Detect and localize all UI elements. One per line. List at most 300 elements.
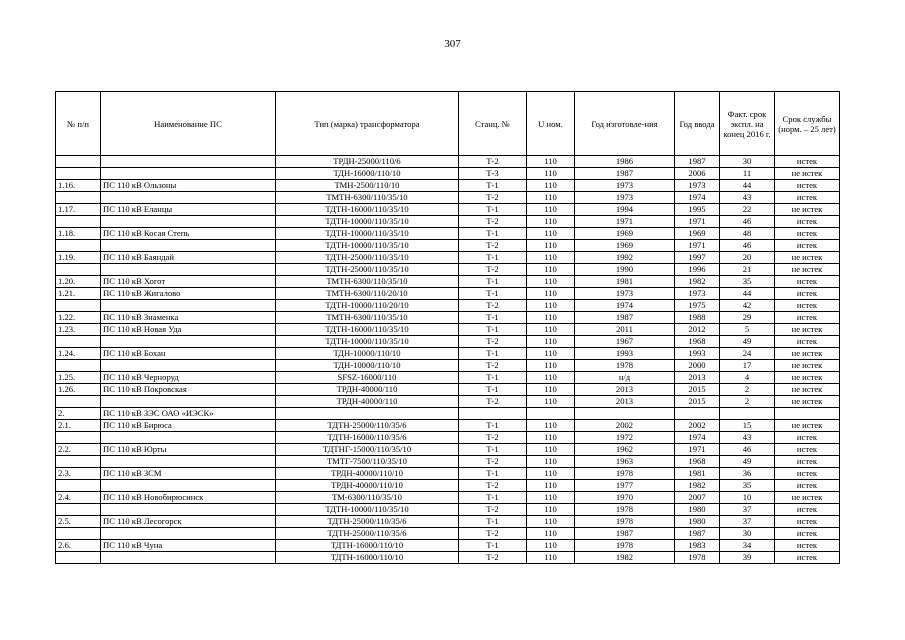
row-number-cell <box>56 240 101 252</box>
commission-year-cell: 2002 <box>675 420 720 432</box>
service-status-cell: не истек <box>775 420 840 432</box>
voltage-cell: 110 <box>527 516 575 528</box>
row-number-cell <box>56 432 101 444</box>
station-number-cell: Т-2 <box>459 396 527 408</box>
manufacture-year-cell: 2002 <box>575 420 675 432</box>
service-status-cell: не истек <box>775 348 840 360</box>
service-status-cell: истек <box>775 504 840 516</box>
station-number-cell: Т-1 <box>459 228 527 240</box>
table-row <box>56 420 840 432</box>
table-row <box>56 252 840 264</box>
table-row <box>56 192 840 204</box>
substation-name-cell <box>101 528 276 540</box>
voltage-cell: 110 <box>527 288 575 300</box>
voltage-cell: 110 <box>527 252 575 264</box>
station-number-cell: Т-1 <box>459 444 527 456</box>
row-number-cell: 1.22. <box>56 312 101 324</box>
substation-name-cell: ПС 110 кВ Новобирюсинск <box>101 492 276 504</box>
voltage-cell: 110 <box>527 384 575 396</box>
service-status-cell <box>775 408 840 420</box>
voltage-cell <box>527 408 575 420</box>
transformer-type-cell: ТДТН-10000/110/20/10 <box>276 300 459 312</box>
table-row <box>56 408 840 420</box>
header-cell: U ном. <box>527 92 575 156</box>
substation-name-cell: ПС 110 кВ Косая Степь <box>101 228 276 240</box>
transformer-type-cell: ТДТН-10000/110/35/10 <box>276 504 459 516</box>
transformer-table <box>55 91 840 564</box>
table-row <box>56 372 840 384</box>
transformer-type-cell: ТДТН-16000/110/35/6 <box>276 432 459 444</box>
substation-name-cell: ПС 110 кВ Юрты <box>101 444 276 456</box>
transformer-type-cell: ТДТН-10000/110/35/10 <box>276 336 459 348</box>
voltage-cell: 110 <box>527 168 575 180</box>
service-status-cell: истек <box>775 180 840 192</box>
table-row <box>56 324 840 336</box>
manufacture-year-cell: 1993 <box>575 348 675 360</box>
transformer-type-cell: ТДТН-25000/110/35/6 <box>276 420 459 432</box>
service-status-cell: не истек <box>775 492 840 504</box>
commission-year-cell: 2007 <box>675 492 720 504</box>
manufacture-year-cell: 1986 <box>575 156 675 168</box>
manufacture-year-cell: 1969 <box>575 228 675 240</box>
header-cell: Год изготовле-ния <box>575 92 675 156</box>
substation-name-cell <box>101 192 276 204</box>
service-years-cell: 30 <box>720 528 775 540</box>
manufacture-year-cell: 1963 <box>575 456 675 468</box>
substation-name-cell: ПС 110 кВ Новая Уда <box>101 324 276 336</box>
manufacture-year-cell: 1972 <box>575 432 675 444</box>
manufacture-year-cell: 1973 <box>575 288 675 300</box>
voltage-cell: 110 <box>527 468 575 480</box>
transformer-type-cell: ТДН-16000/110/10 <box>276 168 459 180</box>
manufacture-year-cell: 1978 <box>575 468 675 480</box>
row-number-cell: 2.1. <box>56 420 101 432</box>
transformer-type-cell: ТДТН-16000/110/10 <box>276 552 459 564</box>
voltage-cell: 110 <box>527 372 575 384</box>
service-years-cell: 35 <box>720 480 775 492</box>
voltage-cell: 110 <box>527 276 575 288</box>
commission-year-cell: 1997 <box>675 252 720 264</box>
row-number-cell <box>56 300 101 312</box>
table-body <box>56 156 840 564</box>
manufacture-year-cell: 2013 <box>575 396 675 408</box>
row-number-cell: 2.4. <box>56 492 101 504</box>
service-years-cell <box>720 408 775 420</box>
transformer-type-cell: ТРДН-40000/110/10 <box>276 468 459 480</box>
service-status-cell: не истек <box>775 384 840 396</box>
station-number-cell: Т-1 <box>459 540 527 552</box>
station-number-cell: Т-2 <box>459 504 527 516</box>
substation-name-cell <box>101 456 276 468</box>
transformer-type-cell: ТМТН-6300/110/35/10 <box>276 192 459 204</box>
row-number-cell <box>56 216 101 228</box>
voltage-cell: 110 <box>527 396 575 408</box>
service-status-cell: истек <box>775 468 840 480</box>
header-cell: Наименование ПС <box>101 92 276 156</box>
header-cell: № п/п <box>56 92 101 156</box>
voltage-cell: 110 <box>527 156 575 168</box>
service-years-cell: 30 <box>720 156 775 168</box>
manufacture-year-cell: 1982 <box>575 552 675 564</box>
service-status-cell: не истек <box>775 396 840 408</box>
voltage-cell: 110 <box>527 540 575 552</box>
manufacture-year-cell: 1978 <box>575 504 675 516</box>
service-years-cell: 37 <box>720 504 775 516</box>
substation-name-cell: ПС 110 кВ Чуна <box>101 540 276 552</box>
service-years-cell: 29 <box>720 312 775 324</box>
transformer-type-cell: ТДН-10000/110/10 <box>276 348 459 360</box>
service-status-cell: истек <box>775 216 840 228</box>
commission-year-cell: 2000 <box>675 360 720 372</box>
commission-year-cell: 1988 <box>675 312 720 324</box>
station-number-cell: Т-2 <box>459 528 527 540</box>
commission-year-cell: 1982 <box>675 480 720 492</box>
commission-year-cell: 1974 <box>675 192 720 204</box>
service-years-cell: 20 <box>720 252 775 264</box>
service-status-cell: истек <box>775 432 840 444</box>
service-years-cell: 43 <box>720 432 775 444</box>
substation-name-cell: ПС 110 кВ Бирюса <box>101 420 276 432</box>
row-number-cell: 1.25. <box>56 372 101 384</box>
service-years-cell: 39 <box>720 552 775 564</box>
transformer-type-cell: ТМН-2500/110/10 <box>276 180 459 192</box>
commission-year-cell: 1971 <box>675 216 720 228</box>
table-row <box>56 312 840 324</box>
commission-year-cell: 2006 <box>675 168 720 180</box>
station-number-cell: Т-2 <box>459 156 527 168</box>
table-row <box>56 396 840 408</box>
substation-name-cell: ПС 110 кВ ЗСМ <box>101 468 276 480</box>
table-row <box>56 276 840 288</box>
station-number-cell: Т-1 <box>459 288 527 300</box>
row-number-cell <box>56 396 101 408</box>
station-number-cell: Т-1 <box>459 372 527 384</box>
service-years-cell: 22 <box>720 204 775 216</box>
service-years-cell: 35 <box>720 276 775 288</box>
transformer-type-cell: ТМТН-6300/110/35/10 <box>276 312 459 324</box>
manufacture-year-cell: 2011 <box>575 324 675 336</box>
commission-year-cell: 1971 <box>675 240 720 252</box>
service-status-cell: истек <box>775 300 840 312</box>
transformer-type-cell: ТДТН-25000/110/35/10 <box>276 252 459 264</box>
service-years-cell: 42 <box>720 300 775 312</box>
manufacture-year-cell: 1971 <box>575 216 675 228</box>
manufacture-year-cell: 1994 <box>575 204 675 216</box>
table-row <box>56 468 840 480</box>
header-cell: Станц. № <box>459 92 527 156</box>
transformer-type-cell: ТМТН-6300/110/35/10 <box>276 276 459 288</box>
service-status-cell: не истек <box>775 252 840 264</box>
manufacture-year-cell: 1981 <box>575 276 675 288</box>
table-row <box>56 384 840 396</box>
substation-name-cell: ПС 110 кВ Жигалово <box>101 288 276 300</box>
station-number-cell: Т-1 <box>459 492 527 504</box>
station-number-cell <box>459 408 527 420</box>
row-number-cell: 1.24. <box>56 348 101 360</box>
voltage-cell: 110 <box>527 480 575 492</box>
transformer-type-cell: ТРДН-40000/110 <box>276 384 459 396</box>
service-years-cell: 34 <box>720 540 775 552</box>
service-status-cell: истек <box>775 516 840 528</box>
header-cell: Год ввода <box>675 92 720 156</box>
service-status-cell: не истек <box>775 264 840 276</box>
voltage-cell: 110 <box>527 312 575 324</box>
voltage-cell: 110 <box>527 324 575 336</box>
commission-year-cell: 1974 <box>675 432 720 444</box>
service-years-cell: 2 <box>720 396 775 408</box>
row-number-cell: 1.18. <box>56 228 101 240</box>
manufacture-year-cell: 1978 <box>575 540 675 552</box>
table-row <box>56 348 840 360</box>
station-number-cell: Т-2 <box>459 192 527 204</box>
transformer-type-cell: ТДТН-10000/110/35/10 <box>276 216 459 228</box>
table-row <box>56 180 840 192</box>
voltage-cell: 110 <box>527 240 575 252</box>
service-years-cell: 4 <box>720 372 775 384</box>
commission-year-cell: 2015 <box>675 384 720 396</box>
header-row <box>56 92 840 156</box>
substation-name-cell <box>101 552 276 564</box>
transformer-type-cell: ТДТН-10000/110/35/10 <box>276 228 459 240</box>
service-years-cell: 21 <box>720 264 775 276</box>
substation-name-cell <box>101 336 276 348</box>
header-cell: Факт. срок экспл. на конец 2016 г. <box>720 92 775 156</box>
row-number-cell <box>56 360 101 372</box>
service-status-cell: истек <box>775 228 840 240</box>
station-number-cell: Т-2 <box>459 240 527 252</box>
substation-name-cell: ПС 110 кВ Баяндай <box>101 252 276 264</box>
manufacture-year-cell: 1990 <box>575 264 675 276</box>
table-row <box>56 432 840 444</box>
transformer-type-cell: ТДТН-25000/110/35/6 <box>276 516 459 528</box>
service-years-cell: 46 <box>720 444 775 456</box>
manufacture-year-cell: 1970 <box>575 492 675 504</box>
table-row <box>56 480 840 492</box>
manufacture-year-cell: 1977 <box>575 480 675 492</box>
service-status-cell: истек <box>775 528 840 540</box>
row-number-cell: 1.19. <box>56 252 101 264</box>
row-number-cell: 1.17. <box>56 204 101 216</box>
table-row <box>56 456 840 468</box>
header-cell: Тип (марка) трансформатора <box>276 92 459 156</box>
transformer-type-cell: ТДТН-25000/110/35/6 <box>276 528 459 540</box>
station-number-cell: Т-1 <box>459 180 527 192</box>
header-cell: Срок службы (норм. – 25 лет) <box>775 92 840 156</box>
voltage-cell: 110 <box>527 444 575 456</box>
table-row <box>56 516 840 528</box>
table-row <box>56 300 840 312</box>
row-number-cell: 2.2. <box>56 444 101 456</box>
voltage-cell: 110 <box>527 192 575 204</box>
substation-name-cell: ПС 110 кВ Покровская <box>101 384 276 396</box>
voltage-cell: 110 <box>527 180 575 192</box>
service-years-cell: 43 <box>720 192 775 204</box>
row-number-cell: 2.6. <box>56 540 101 552</box>
station-number-cell: Т-2 <box>459 432 527 444</box>
transformer-type-cell <box>276 408 459 420</box>
service-years-cell: 44 <box>720 288 775 300</box>
row-number-cell <box>56 156 101 168</box>
transformer-type-cell: ТРДН-25000/110/6 <box>276 156 459 168</box>
service-status-cell: истек <box>775 240 840 252</box>
substation-name-cell <box>101 300 276 312</box>
voltage-cell: 110 <box>527 300 575 312</box>
table-row <box>56 336 840 348</box>
station-number-cell: Т-2 <box>459 360 527 372</box>
transformer-type-cell: ТДТН-16000/110/35/10 <box>276 204 459 216</box>
table-row <box>56 444 840 456</box>
table-row <box>56 228 840 240</box>
voltage-cell: 110 <box>527 420 575 432</box>
commission-year-cell: 1983 <box>675 540 720 552</box>
transformer-type-cell: SFSZ-16000/110 <box>276 372 459 384</box>
row-number-cell <box>56 336 101 348</box>
transformer-type-cell: ТМТН-6300/110/20/10 <box>276 288 459 300</box>
row-number-cell <box>56 168 101 180</box>
substation-name-cell: ПС 110 кВ Еланцы <box>101 204 276 216</box>
voltage-cell: 110 <box>527 432 575 444</box>
commission-year-cell: 2015 <box>675 396 720 408</box>
service-status-cell: истек <box>775 288 840 300</box>
service-status-cell: истек <box>775 540 840 552</box>
manufacture-year-cell: 1978 <box>575 516 675 528</box>
table-row <box>56 204 840 216</box>
station-number-cell: Т-1 <box>459 324 527 336</box>
row-number-cell <box>56 264 101 276</box>
service-status-cell: истек <box>775 156 840 168</box>
voltage-cell: 110 <box>527 528 575 540</box>
transformer-type-cell: ТРДН-40000/110/10 <box>276 480 459 492</box>
station-number-cell: Т-1 <box>459 516 527 528</box>
voltage-cell: 110 <box>527 204 575 216</box>
service-years-cell: 37 <box>720 516 775 528</box>
substation-name-cell: ПС 110 кВ Бохан <box>101 348 276 360</box>
row-number-cell <box>56 528 101 540</box>
station-number-cell: Т-2 <box>459 480 527 492</box>
manufacture-year-cell: 1973 <box>575 192 675 204</box>
commission-year-cell: 1969 <box>675 228 720 240</box>
service-status-cell: истек <box>775 552 840 564</box>
station-number-cell: Т-1 <box>459 252 527 264</box>
service-status-cell: не истек <box>775 168 840 180</box>
transformer-type-cell: ТРДН-40000/110 <box>276 396 459 408</box>
station-number-cell: Т-1 <box>459 312 527 324</box>
commission-year-cell: 1995 <box>675 204 720 216</box>
table-row <box>56 504 840 516</box>
manufacture-year-cell: 1967 <box>575 336 675 348</box>
service-status-cell: истек <box>775 444 840 456</box>
voltage-cell: 110 <box>527 492 575 504</box>
row-number-cell <box>56 504 101 516</box>
table-row <box>56 528 840 540</box>
row-number-cell <box>56 552 101 564</box>
substation-name-cell: ПС 110 кВ Лесогорск <box>101 516 276 528</box>
table-row <box>56 168 840 180</box>
commission-year-cell: 2013 <box>675 372 720 384</box>
commission-year-cell: 1993 <box>675 348 720 360</box>
row-number-cell: 1.16. <box>56 180 101 192</box>
table-row <box>56 156 840 168</box>
transformer-type-cell: ТМТГ-7500/110/35/10 <box>276 456 459 468</box>
transformer-type-cell: ТДТНГ-15000/110/35/10 <box>276 444 459 456</box>
substation-name-cell <box>101 168 276 180</box>
voltage-cell: 110 <box>527 264 575 276</box>
commission-year-cell: 1981 <box>675 468 720 480</box>
service-years-cell: 15 <box>720 420 775 432</box>
manufacture-year-cell: 1974 <box>575 300 675 312</box>
commission-year-cell: 1980 <box>675 504 720 516</box>
commission-year-cell <box>675 408 720 420</box>
commission-year-cell: 1987 <box>675 156 720 168</box>
service-status-cell: истек <box>775 480 840 492</box>
service-years-cell: 17 <box>720 360 775 372</box>
row-number-cell <box>56 480 101 492</box>
row-number-cell: 2. <box>56 408 101 420</box>
service-status-cell: истек <box>775 192 840 204</box>
row-number-cell: 2.3. <box>56 468 101 480</box>
service-years-cell: 44 <box>720 180 775 192</box>
transformer-type-cell: ТДТН-16000/110/35/10 <box>276 324 459 336</box>
substation-name-cell: ПС 110 кВ Знаменка <box>101 312 276 324</box>
substation-name-cell <box>101 432 276 444</box>
substation-name-cell <box>101 156 276 168</box>
substation-name-cell <box>101 396 276 408</box>
service-status-cell: истек <box>775 276 840 288</box>
service-years-cell: 49 <box>720 456 775 468</box>
transformer-type-cell: ТДТН-25000/110/35/10 <box>276 264 459 276</box>
transformer-type-cell: ТДН-10000/110/10 <box>276 360 459 372</box>
voltage-cell: 110 <box>527 228 575 240</box>
substation-name-cell: ПС 110 кВ Хогот <box>101 276 276 288</box>
manufacture-year-cell: 1962 <box>575 444 675 456</box>
voltage-cell: 110 <box>527 552 575 564</box>
row-number-cell: 2.5. <box>56 516 101 528</box>
commission-year-cell: 1980 <box>675 516 720 528</box>
table-row <box>56 540 840 552</box>
manufacture-year-cell: н/д <box>575 372 675 384</box>
manufacture-year-cell: 1987 <box>575 168 675 180</box>
table-row <box>56 240 840 252</box>
voltage-cell: 110 <box>527 336 575 348</box>
manufacture-year-cell: 1973 <box>575 180 675 192</box>
service-status-cell: истек <box>775 312 840 324</box>
manufacture-year-cell <box>575 408 675 420</box>
service-years-cell: 46 <box>720 240 775 252</box>
station-number-cell: Т-1 <box>459 348 527 360</box>
manufacture-year-cell: 1987 <box>575 528 675 540</box>
service-status-cell: не истек <box>775 372 840 384</box>
manufacture-year-cell: 1992 <box>575 252 675 264</box>
manufacture-year-cell: 1978 <box>575 360 675 372</box>
row-number-cell <box>56 456 101 468</box>
service-status-cell: не истек <box>775 360 840 372</box>
substation-name-cell <box>101 216 276 228</box>
commission-year-cell: 1975 <box>675 300 720 312</box>
station-number-cell: Т-1 <box>459 468 527 480</box>
substation-name-cell <box>101 360 276 372</box>
station-number-cell: Т-2 <box>459 300 527 312</box>
station-number-cell: Т-1 <box>459 420 527 432</box>
service-years-cell: 48 <box>720 228 775 240</box>
voltage-cell: 110 <box>527 360 575 372</box>
service-years-cell: 36 <box>720 468 775 480</box>
voltage-cell: 110 <box>527 504 575 516</box>
commission-year-cell: 1987 <box>675 528 720 540</box>
table-row <box>56 552 840 564</box>
service-status-cell: не истек <box>775 204 840 216</box>
service-status-cell: истек <box>775 456 840 468</box>
commission-year-cell: 1968 <box>675 456 720 468</box>
